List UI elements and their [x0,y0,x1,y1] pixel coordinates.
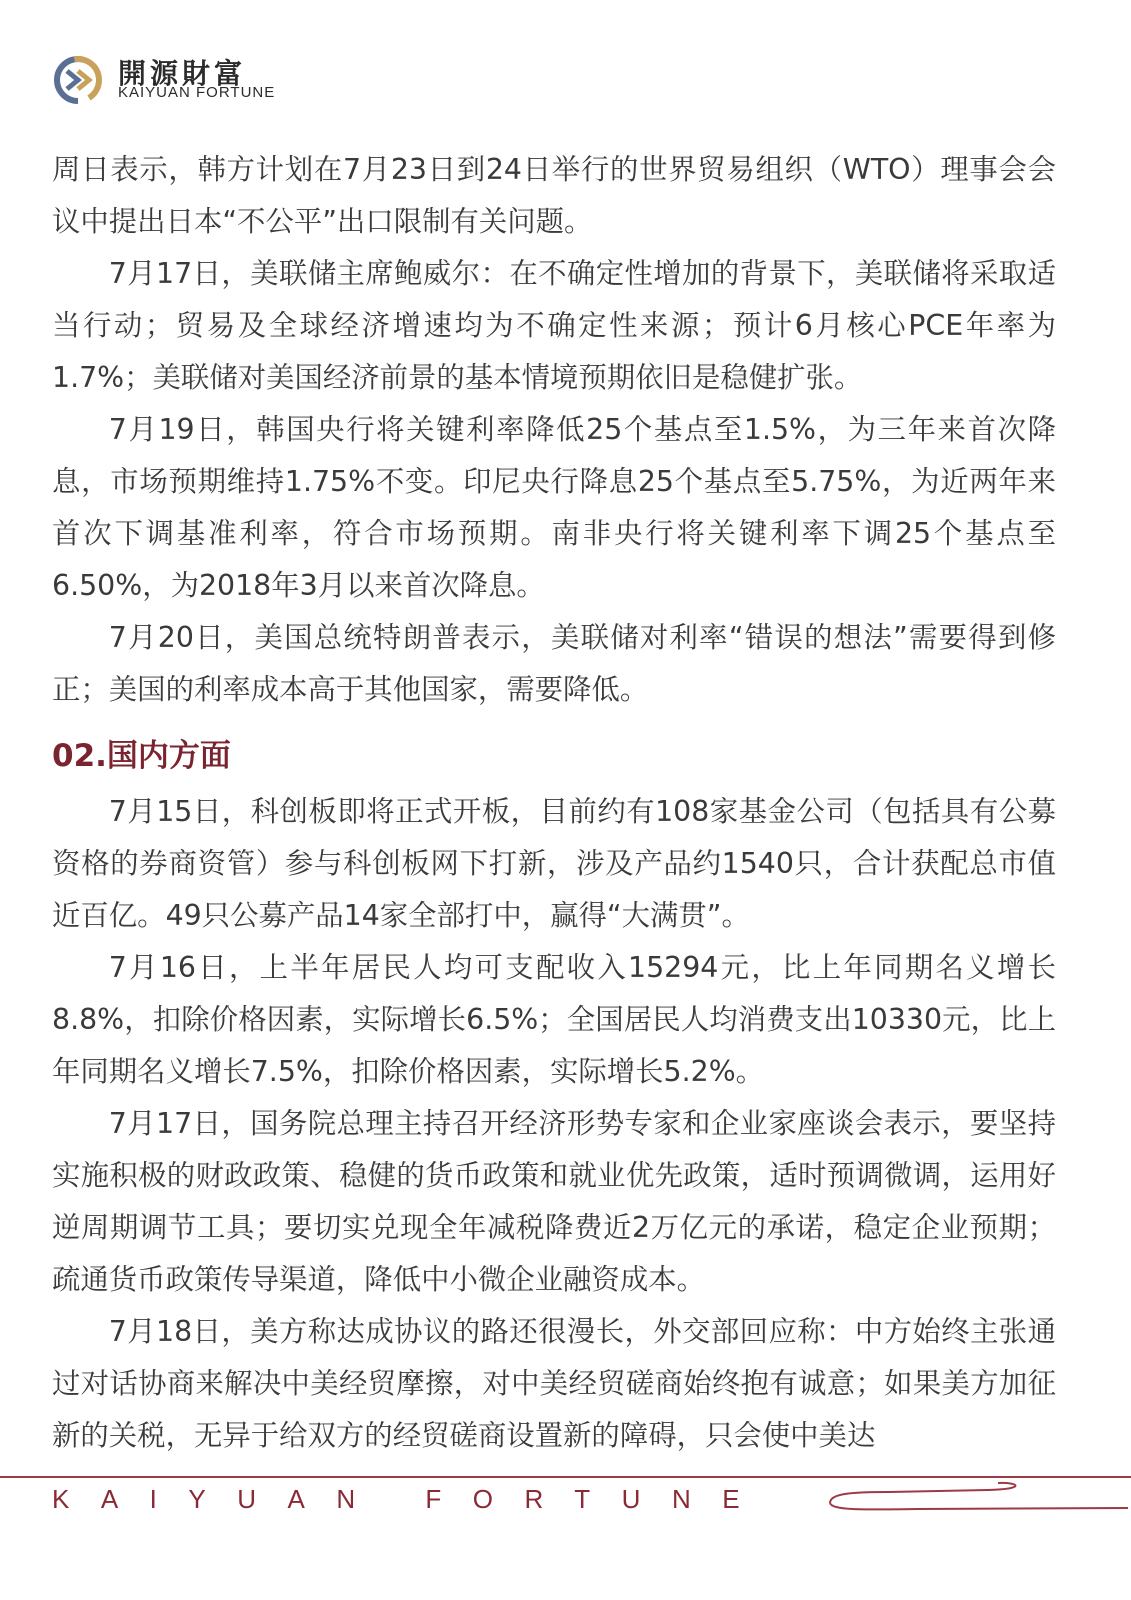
paragraph: 7月18日，美方称达成协议的路还很漫长，外交部回应称：中方始终主张通过对话协商来解决中美经贸摩擦，对中美经贸磋商始终抱有诚意；如果美方加征新的关税，无异于给双方的经贸磋商设置新的障碍，只会使中美达 [52,1315,1056,1452]
paragraph: 7月17日，国务院总理主持召开经济形势专家和企业家座谈会表示，要坚持实施积极的财政政策、稳健的货币政策和就业优先政策，适时预调微调，运用好逆周期调节工具；要切实兑现全年减税降费近2万亿元的承诺，稳定企业预期；疏通货币政策传导渠道，降低中小微企业融资成本。 [52,1107,1056,1296]
paragraph: 7月20日，美国总统特朗普表示，美联储对利率“错误的想法”需要得到修正；美国的利率成本高于其他国家，需要降低。 [52,621,1056,706]
company-logo [52,50,312,110]
footer-brand-text: KAIYUAN FORTUNE [52,1484,772,1514]
logo-english-name: KAIYUAN FORTUNE [118,84,276,101]
paragraph: 7月16日，上半年居民人均可支配收入15294元，比上年同期名义增长8.8%，扣除价格因素，实际增长6.5%；全国居民人均消费支出10330元，比上年同期名义增长7.5%，扣除价格因素，实际增长5.2%。 [52,951,1056,1088]
kaiyuan-logo-icon [52,54,104,106]
paragraph-continued: 周日表示，韩方计划在7月23日到24日举行的世界贸易组织（WTO）理事会会议中提出日本“不公平”出口限制有关问题。 [52,153,1056,238]
paragraph: 7月17日，美联储主席鲍威尔：在不确定性增加的背景下，美联储将采取适当行动；贸易及全球经济增速均为不确定性来源；预计6月核心PCE年率为1.7%；美联储对美国经济前景的基本情境预期依旧是稳健扩张。 [52,257,1056,394]
footer-swoosh-icon [828,1478,1128,1520]
paragraph: 7月15日，科创板即将正式开板，目前约有108家基金公司（包括具有公募资格的券商资管）参与科创板网下打新，涉及产品约1540只，合计获配总市值近百亿。49只公募产品14家全部打中，赢得“大满贯”。 [52,795,1056,932]
section-title: 02.国内方面 [52,738,231,774]
document-body [52,144,1056,1462]
paragraph: 7月19日，韩国央行将关键利率降低25个基点至1.5%，为三年来首次降息，市场预期维持1.75%不变。印尼央行降息25个基点至5.75%，为近两年来首次下调基准利率，符合市场预期。南非央行将关键利率下调25个基点至6.50%，为2018年3月以来首次降息。 [52,413,1056,602]
logo-chinese-name: 開源財富 [118,57,247,90]
